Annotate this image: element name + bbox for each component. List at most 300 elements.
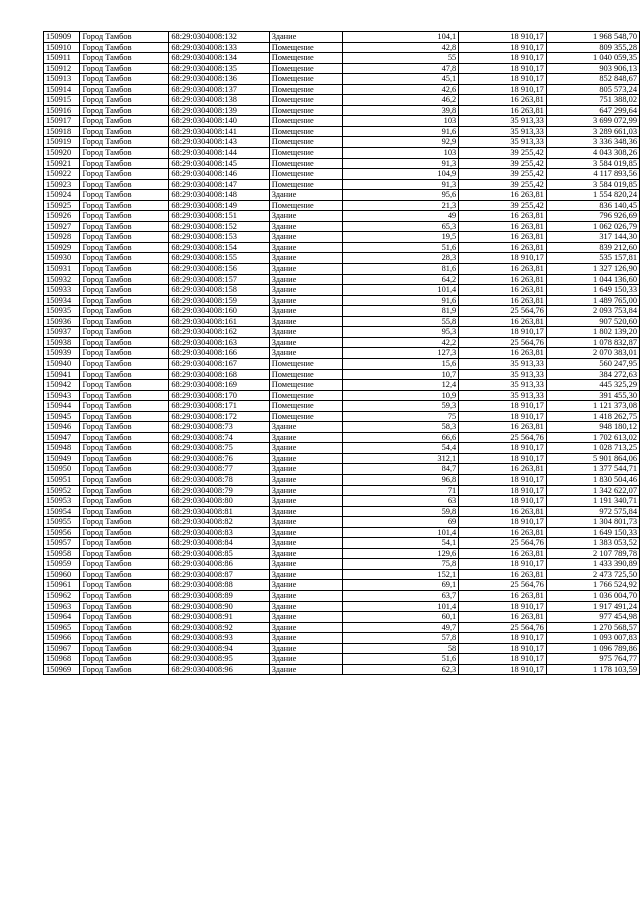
record-number-cell: 150945: [44, 411, 80, 422]
area-cell: 81,6: [343, 264, 459, 275]
cadastral-value-cell: 1 917 491,24: [546, 601, 639, 612]
table-row: [44, 422, 640, 433]
record-number-cell: 150915: [44, 95, 80, 106]
cadastral-value-cell: 1 044 136,60: [546, 274, 639, 285]
object-type-cell: Здание: [269, 496, 343, 507]
record-number-cell: 150964: [44, 612, 80, 623]
record-number-cell: 150938: [44, 337, 80, 348]
cadastral-number-cell: 68:29:0304008:86: [169, 559, 269, 570]
object-type-cell: Помещение: [269, 84, 343, 95]
area-cell: 69,1: [343, 580, 459, 591]
object-type-cell: Здание: [269, 348, 343, 359]
cadastral-value-cell: 839 212,60: [546, 242, 639, 253]
cadastral-value-cell: 1 040 059,35: [546, 53, 639, 64]
area-cell: 127,3: [343, 348, 459, 359]
table-row: [44, 569, 640, 580]
object-type-cell: Здание: [269, 221, 343, 232]
table-row: [44, 158, 640, 169]
record-number-cell: 150925: [44, 200, 80, 211]
object-type-cell: Помещение: [269, 116, 343, 127]
cadastral-value-cell: 1 028 713,25: [546, 443, 639, 454]
table-row: [44, 74, 640, 85]
record-number-cell: 150951: [44, 474, 80, 485]
specific-value-cell: 25 564,76: [459, 622, 547, 633]
object-type-cell: Здание: [269, 622, 343, 633]
table-row: [44, 53, 640, 64]
record-number-cell: 150933: [44, 285, 80, 296]
cadastral-number-cell: 68:29:0304008:93: [169, 633, 269, 644]
specific-value-cell: 16 263,81: [459, 211, 547, 222]
object-type-cell: Помещение: [269, 179, 343, 190]
cadastral-value-cell: 903 906,13: [546, 63, 639, 74]
area-cell: 96,8: [343, 474, 459, 485]
cadastral-number-cell: 68:29:0304008:80: [169, 496, 269, 507]
area-cell: 75,8: [343, 559, 459, 570]
cadastral-value-cell: 1 191 340,71: [546, 496, 639, 507]
cadastral-value-cell: 1 078 832,87: [546, 337, 639, 348]
city-cell: Город Тамбов: [80, 264, 169, 275]
city-cell: Город Тамбов: [80, 32, 169, 43]
city-cell: Город Тамбов: [80, 148, 169, 159]
specific-value-cell: 18 910,17: [459, 253, 547, 264]
area-cell: 42,8: [343, 42, 459, 53]
area-cell: 49,7: [343, 622, 459, 633]
object-type-cell: Здание: [269, 274, 343, 285]
record-number-cell: 150961: [44, 580, 80, 591]
area-cell: 101,4: [343, 285, 459, 296]
table-row: [44, 401, 640, 412]
cadastral-value-cell: 1 121 373,08: [546, 401, 639, 412]
city-cell: Город Тамбов: [80, 633, 169, 644]
cadastral-number-cell: 68:29:0304008:138: [169, 95, 269, 106]
record-number-cell: 150947: [44, 432, 80, 443]
cadastral-number-cell: 68:29:0304008:77: [169, 464, 269, 475]
object-type-cell: Здание: [269, 306, 343, 317]
cadastral-value-cell: 796 926,69: [546, 211, 639, 222]
table-row: [44, 211, 640, 222]
city-cell: Город Тамбов: [80, 285, 169, 296]
city-cell: Город Тамбов: [80, 390, 169, 401]
city-cell: Город Тамбов: [80, 95, 169, 106]
cadastral-number-cell: 68:29:0304008:82: [169, 517, 269, 528]
area-cell: 91,6: [343, 126, 459, 137]
table-row: [44, 580, 640, 591]
cadastral-number-cell: 68:29:0304008:137: [169, 84, 269, 95]
object-type-cell: Здание: [269, 654, 343, 665]
area-cell: 15,6: [343, 358, 459, 369]
area-cell: 19,5: [343, 232, 459, 243]
table-row: [44, 496, 640, 507]
object-type-cell: Здание: [269, 569, 343, 580]
specific-value-cell: 16 263,81: [459, 422, 547, 433]
cadastral-number-cell: 68:29:0304008:147: [169, 179, 269, 190]
specific-value-cell: 35 913,33: [459, 390, 547, 401]
record-number-cell: 150911: [44, 53, 80, 64]
area-cell: 46,2: [343, 95, 459, 106]
table-row: [44, 643, 640, 654]
city-cell: Город Тамбов: [80, 274, 169, 285]
table-row: [44, 453, 640, 464]
table-row: [44, 538, 640, 549]
city-cell: Город Тамбов: [80, 401, 169, 412]
table-row: [44, 358, 640, 369]
cadastral-number-cell: 68:29:0304008:81: [169, 506, 269, 517]
cadastral-number-cell: 68:29:0304008:87: [169, 569, 269, 580]
table-row: [44, 411, 640, 422]
object-type-cell: Здание: [269, 232, 343, 243]
specific-value-cell: 18 910,17: [459, 601, 547, 612]
specific-value-cell: 18 910,17: [459, 559, 547, 570]
city-cell: Город Тамбов: [80, 211, 169, 222]
city-cell: Город Тамбов: [80, 380, 169, 391]
record-number-cell: 150936: [44, 316, 80, 327]
area-cell: 21,3: [343, 200, 459, 211]
record-number-cell: 150922: [44, 169, 80, 180]
city-cell: Город Тамбов: [80, 453, 169, 464]
object-type-cell: Помещение: [269, 74, 343, 85]
cadastral-number-cell: 68:29:0304008:136: [169, 74, 269, 85]
specific-value-cell: 18 910,17: [459, 32, 547, 43]
specific-value-cell: 16 263,81: [459, 612, 547, 623]
cadastral-value-cell: 1 096 789,86: [546, 643, 639, 654]
object-type-cell: Здание: [269, 664, 343, 675]
area-cell: 103: [343, 148, 459, 159]
cadastral-value-cell: 2 107 789,78: [546, 548, 639, 559]
specific-value-cell: 18 910,17: [459, 485, 547, 496]
record-number-cell: 150929: [44, 242, 80, 253]
cadastral-number-cell: 68:29:0304008:78: [169, 474, 269, 485]
record-number-cell: 150948: [44, 443, 80, 454]
area-cell: 101,4: [343, 527, 459, 538]
cadastral-value-cell: 2 473 725,50: [546, 569, 639, 580]
city-cell: Город Тамбов: [80, 200, 169, 211]
cadastral-number-cell: 68:29:0304008:158: [169, 285, 269, 296]
area-cell: 65,3: [343, 221, 459, 232]
city-cell: Город Тамбов: [80, 432, 169, 443]
object-type-cell: Здание: [269, 474, 343, 485]
city-cell: Город Тамбов: [80, 253, 169, 264]
object-type-cell: Здание: [269, 316, 343, 327]
cadastral-number-cell: 68:29:0304008:141: [169, 126, 269, 137]
area-cell: 103: [343, 116, 459, 127]
table-row: [44, 485, 640, 496]
specific-value-cell: 25 564,76: [459, 432, 547, 443]
area-cell: 71: [343, 485, 459, 496]
cadastral-number-cell: 68:29:0304008:149: [169, 200, 269, 211]
object-type-cell: Здание: [269, 506, 343, 517]
table-row: [44, 369, 640, 380]
table-row: [44, 295, 640, 306]
specific-value-cell: 25 564,76: [459, 580, 547, 591]
table-row: [44, 633, 640, 644]
specific-value-cell: 16 263,81: [459, 569, 547, 580]
cadastral-value-cell: 836 140,45: [546, 200, 639, 211]
record-number-cell: 150935: [44, 306, 80, 317]
area-cell: 42,2: [343, 337, 459, 348]
object-type-cell: Здание: [269, 453, 343, 464]
table-row: [44, 137, 640, 148]
city-cell: Город Тамбов: [80, 137, 169, 148]
city-cell: Город Тамбов: [80, 327, 169, 338]
object-type-cell: Здание: [269, 327, 343, 338]
city-cell: Город Тамбов: [80, 53, 169, 64]
cadastral-value-cell: 1 830 504,46: [546, 474, 639, 485]
cadastral-value-cell: 3 336 348,36: [546, 137, 639, 148]
city-cell: Город Тамбов: [80, 232, 169, 243]
cadastral-value-cell: 2 070 383,01: [546, 348, 639, 359]
specific-value-cell: 18 910,17: [459, 327, 547, 338]
cadastral-number-cell: 68:29:0304008:161: [169, 316, 269, 327]
table-row: [44, 664, 640, 675]
cadastral-value-cell: 391 455,30: [546, 390, 639, 401]
record-number-cell: 150941: [44, 369, 80, 380]
area-cell: 81,9: [343, 306, 459, 317]
record-number-cell: 150918: [44, 126, 80, 137]
cadastral-number-cell: 68:29:0304008:168: [169, 369, 269, 380]
cadastral-value-cell: 4 043 308,26: [546, 148, 639, 159]
area-cell: 91,3: [343, 179, 459, 190]
city-cell: Город Тамбов: [80, 42, 169, 53]
table-row: [44, 42, 640, 53]
object-type-cell: Помещение: [269, 401, 343, 412]
table-row: [44, 654, 640, 665]
city-cell: Город Тамбов: [80, 548, 169, 559]
cadastral-value-cell: 1 327 126,90: [546, 264, 639, 275]
city-cell: Город Тамбов: [80, 169, 169, 180]
table-row: [44, 126, 640, 137]
area-cell: 84,7: [343, 464, 459, 475]
specific-value-cell: 16 263,81: [459, 274, 547, 285]
cadastral-number-cell: 68:29:0304008:73: [169, 422, 269, 433]
area-cell: 51,6: [343, 242, 459, 253]
table-row: [44, 274, 640, 285]
city-cell: Город Тамбов: [80, 569, 169, 580]
specific-value-cell: 39 255,42: [459, 148, 547, 159]
table-row: [44, 169, 640, 180]
record-number-cell: 150917: [44, 116, 80, 127]
area-cell: 59,3: [343, 401, 459, 412]
city-cell: Город Тамбов: [80, 348, 169, 359]
record-number-cell: 150934: [44, 295, 80, 306]
object-type-cell: Помещение: [269, 137, 343, 148]
city-cell: Город Тамбов: [80, 622, 169, 633]
cadastral-number-cell: 68:29:0304008:135: [169, 63, 269, 74]
area-cell: 45,1: [343, 74, 459, 85]
area-cell: 12,4: [343, 380, 459, 391]
specific-value-cell: 16 263,81: [459, 95, 547, 106]
table-row: [44, 200, 640, 211]
record-number-cell: 150909: [44, 32, 80, 43]
record-number-cell: 150966: [44, 633, 80, 644]
record-number-cell: 150969: [44, 664, 80, 675]
area-cell: 62,3: [343, 664, 459, 675]
record-number-cell: 150923: [44, 179, 80, 190]
specific-value-cell: 16 263,81: [459, 590, 547, 601]
object-type-cell: Помещение: [269, 63, 343, 74]
table-row: [44, 527, 640, 538]
area-cell: 91,3: [343, 158, 459, 169]
table-row: [44, 432, 640, 443]
area-cell: 54,4: [343, 443, 459, 454]
cadastral-value-cell: 4 117 893,56: [546, 169, 639, 180]
record-number-cell: 150926: [44, 211, 80, 222]
cadastral-value-cell: 1 270 568,57: [546, 622, 639, 633]
object-type-cell: Здание: [269, 32, 343, 43]
cadastral-value-cell: 907 520,60: [546, 316, 639, 327]
table-row: [44, 327, 640, 338]
area-cell: 28,3: [343, 253, 459, 264]
city-cell: Город Тамбов: [80, 485, 169, 496]
table-row: [44, 506, 640, 517]
object-type-cell: Здание: [269, 643, 343, 654]
cadastral-number-cell: 68:29:0304008:90: [169, 601, 269, 612]
table-row: [44, 316, 640, 327]
city-cell: Город Тамбов: [80, 601, 169, 612]
specific-value-cell: 16 263,81: [459, 295, 547, 306]
cadastral-value-cell: 977 454,98: [546, 612, 639, 623]
cadastral-value-cell: 1 649 150,33: [546, 527, 639, 538]
specific-value-cell: 16 263,81: [459, 242, 547, 253]
object-type-cell: Здание: [269, 190, 343, 201]
specific-value-cell: 16 263,81: [459, 232, 547, 243]
cadastral-value-cell: 1 342 622,07: [546, 485, 639, 496]
cadastral-number-cell: 68:29:0304008:91: [169, 612, 269, 623]
object-type-cell: Здание: [269, 580, 343, 591]
cadastral-value-cell: 1 093 007,83: [546, 633, 639, 644]
area-cell: 104,1: [343, 32, 459, 43]
record-number-cell: 150958: [44, 548, 80, 559]
specific-value-cell: 18 910,17: [459, 496, 547, 507]
cadastral-value-cell: 535 157,81: [546, 253, 639, 264]
cadastral-value-cell: 445 325,29: [546, 380, 639, 391]
record-number-cell: 150952: [44, 485, 80, 496]
cadastral-number-cell: 68:29:0304008:95: [169, 654, 269, 665]
city-cell: Город Тамбов: [80, 158, 169, 169]
specific-value-cell: 35 913,33: [459, 358, 547, 369]
table-row: [44, 242, 640, 253]
object-type-cell: Помещение: [269, 390, 343, 401]
table-row: [44, 601, 640, 612]
object-type-cell: Здание: [269, 253, 343, 264]
specific-value-cell: 18 910,17: [459, 401, 547, 412]
record-number-cell: 150956: [44, 527, 80, 538]
specific-value-cell: 18 910,17: [459, 474, 547, 485]
cadastral-value-cell: 384 272,63: [546, 369, 639, 380]
city-cell: Город Тамбов: [80, 63, 169, 74]
area-cell: 10,9: [343, 390, 459, 401]
city-cell: Город Тамбов: [80, 612, 169, 623]
object-type-cell: Помещение: [269, 169, 343, 180]
cadastral-number-cell: 68:29:0304008:157: [169, 274, 269, 285]
table-row: [44, 190, 640, 201]
cadastral-number-cell: 68:29:0304008:134: [169, 53, 269, 64]
table-body: [44, 32, 640, 675]
cadastral-number-cell: 68:29:0304008:144: [169, 148, 269, 159]
specific-value-cell: 35 913,33: [459, 380, 547, 391]
city-cell: Город Тамбов: [80, 559, 169, 570]
table-row: [44, 559, 640, 570]
area-cell: 64,2: [343, 274, 459, 285]
object-type-cell: Здание: [269, 264, 343, 275]
object-type-cell: Помещение: [269, 369, 343, 380]
city-cell: Город Тамбов: [80, 242, 169, 253]
record-number-cell: 150965: [44, 622, 80, 633]
area-cell: 129,6: [343, 548, 459, 559]
area-cell: 101,4: [343, 601, 459, 612]
table-row: [44, 285, 640, 296]
record-number-cell: 150940: [44, 358, 80, 369]
table-row: [44, 380, 640, 391]
cadastral-number-cell: 68:29:0304008:88: [169, 580, 269, 591]
object-type-cell: Здание: [269, 559, 343, 570]
object-type-cell: Здание: [269, 485, 343, 496]
city-cell: Город Тамбов: [80, 654, 169, 665]
object-type-cell: Здание: [269, 538, 343, 549]
cadastral-number-cell: 68:29:0304008:132: [169, 32, 269, 43]
cadastral-number-cell: 68:29:0304008:94: [169, 643, 269, 654]
cadastral-number-cell: 68:29:0304008:166: [169, 348, 269, 359]
cadastral-number-cell: 68:29:0304008:133: [169, 42, 269, 53]
specific-value-cell: 16 263,81: [459, 316, 547, 327]
cadastral-number-cell: 68:29:0304008:89: [169, 590, 269, 601]
object-type-cell: Помещение: [269, 105, 343, 116]
area-cell: 152,1: [343, 569, 459, 580]
object-type-cell: Помещение: [269, 411, 343, 422]
area-cell: 55,8: [343, 316, 459, 327]
object-type-cell: Здание: [269, 285, 343, 296]
specific-value-cell: 39 255,42: [459, 169, 547, 180]
area-cell: 92,9: [343, 137, 459, 148]
object-type-cell: Помещение: [269, 148, 343, 159]
area-cell: 59,8: [343, 506, 459, 517]
city-cell: Город Тамбов: [80, 306, 169, 317]
object-type-cell: Здание: [269, 295, 343, 306]
cadastral-value-cell: 2 093 753,84: [546, 306, 639, 317]
cadastral-number-cell: 68:29:0304008:76: [169, 453, 269, 464]
cadastral-number-cell: 68:29:0304008:155: [169, 253, 269, 264]
area-cell: 58,3: [343, 422, 459, 433]
cadastral-number-cell: 68:29:0304008:145: [169, 158, 269, 169]
specific-value-cell: 18 910,17: [459, 453, 547, 464]
city-cell: Город Тамбов: [80, 358, 169, 369]
specific-value-cell: 18 910,17: [459, 74, 547, 85]
specific-value-cell: 16 263,81: [459, 264, 547, 275]
area-cell: 66,6: [343, 432, 459, 443]
cadastral-value-cell: 3 584 019,85: [546, 179, 639, 190]
record-number-cell: 150930: [44, 253, 80, 264]
table-row: [44, 390, 640, 401]
record-number-cell: 150963: [44, 601, 80, 612]
record-number-cell: 150968: [44, 654, 80, 665]
record-number-cell: 150942: [44, 380, 80, 391]
cadastral-value-cell: 805 573,24: [546, 84, 639, 95]
cadastral-value-cell: 1 554 820,24: [546, 190, 639, 201]
area-cell: 312,1: [343, 453, 459, 464]
record-number-cell: 150931: [44, 264, 80, 275]
cadastral-number-cell: 68:29:0304008:169: [169, 380, 269, 391]
cadastral-value-cell: 647 299,64: [546, 105, 639, 116]
table-row: [44, 612, 640, 623]
area-cell: 95,3: [343, 327, 459, 338]
record-number-cell: 150932: [44, 274, 80, 285]
area-cell: 51,6: [343, 654, 459, 665]
cadastral-value-cell: 3 289 661,03: [546, 126, 639, 137]
table-row: [44, 590, 640, 601]
table-row: [44, 32, 640, 43]
cadastral-number-cell: 68:29:0304008:153: [169, 232, 269, 243]
area-cell: 104,9: [343, 169, 459, 180]
cadastral-number-cell: 68:29:0304008:92: [169, 622, 269, 633]
